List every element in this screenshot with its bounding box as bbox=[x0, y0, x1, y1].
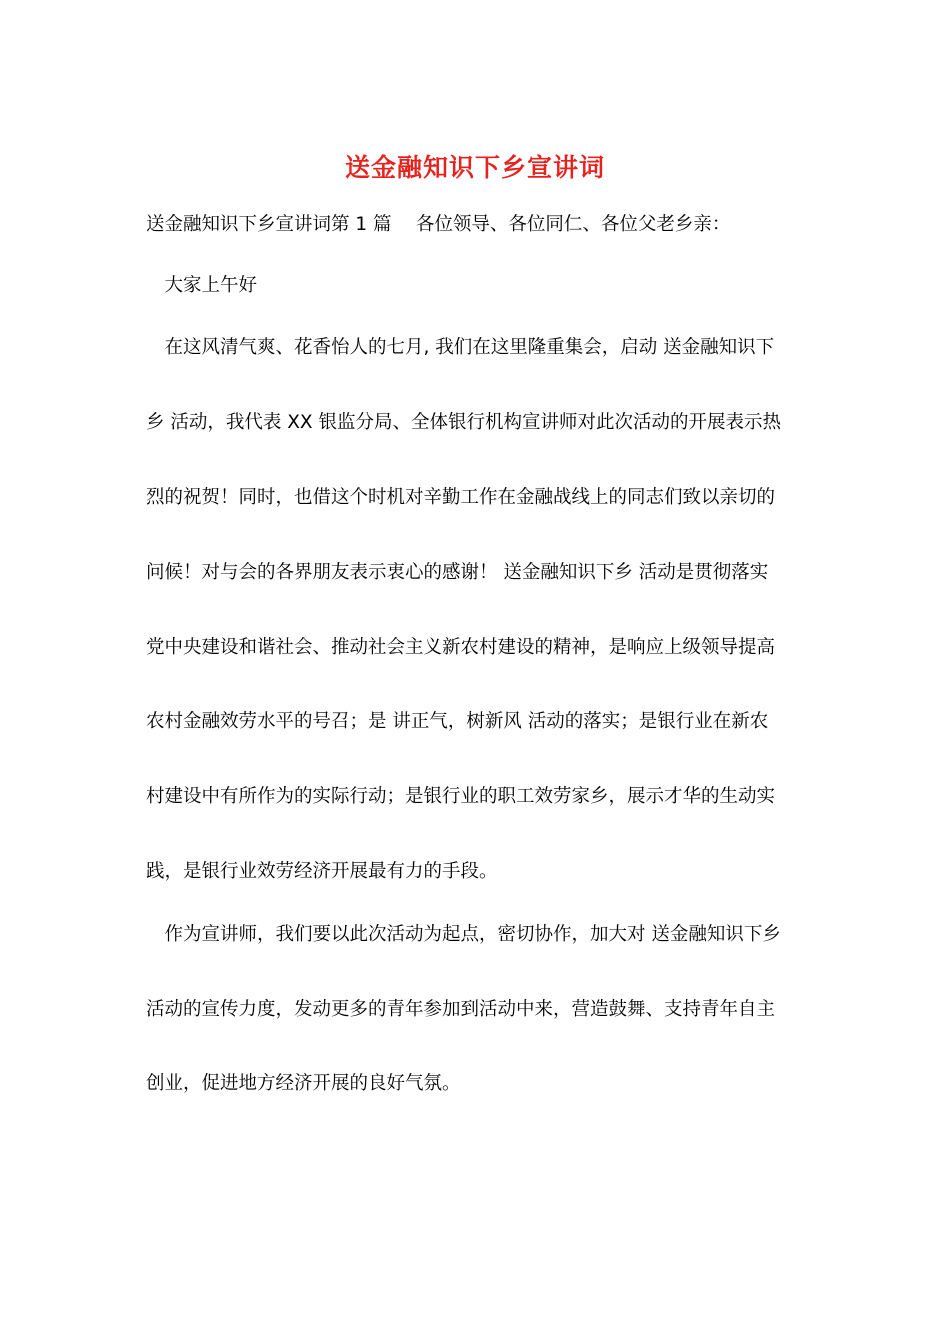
text-line: 大家上午好 bbox=[146, 275, 258, 296]
text-line: 作为宣讲师，我们要以此次活动为起点，密切协作，加大对 送金融知识下乡 bbox=[146, 924, 781, 945]
document-title: 送金融知识下乡宣讲词 bbox=[344, 153, 605, 182]
text-line: 烈的祝贺！同时，也借这个时机对辛勤工作在金融战线上的同志们致以亲切的 bbox=[146, 487, 776, 508]
text-line: 村建设中有所作为的实际行动；是银行业的职工效劳家乡，展示才华的生动实 bbox=[146, 786, 776, 807]
text-line: 党中央建设和谐社会、推动社会主义新农村建设的精神，是响应上级领导提高 bbox=[146, 637, 776, 658]
text-line: 问候！对与会的各界朋友表示衷心的感谢！ 送金融知识下乡 活动是贯彻落实 bbox=[146, 562, 769, 583]
text-line: 创业，促进地方经济开展的良好气氛。 bbox=[146, 1073, 461, 1094]
text-line: 农村金融效劳水平的号召；是 讲正气，树新风 活动的落实；是银行业在新农 bbox=[146, 711, 769, 732]
text-line: 乡 活动，我代表 XX 银监分局、全体银行机构宣讲师对此次活动的开展表示热 bbox=[146, 412, 781, 433]
text-line: 送金融知识下乡宣讲词第 1 篇 各位领导、各位同仁、各位父老乡亲： bbox=[146, 214, 731, 235]
text-line: 在这风清气爽、花香怡人的七月, 我们在这里隆重集会，启动 送金融知识下 bbox=[146, 337, 775, 358]
text-line: 践，是银行业效劳经济开展最有力的手段。 bbox=[146, 861, 498, 882]
text-line: 活动的宣传力度，发动更多的青年参加到活动中来，营造鼓舞、支持青年自主 bbox=[146, 999, 776, 1020]
